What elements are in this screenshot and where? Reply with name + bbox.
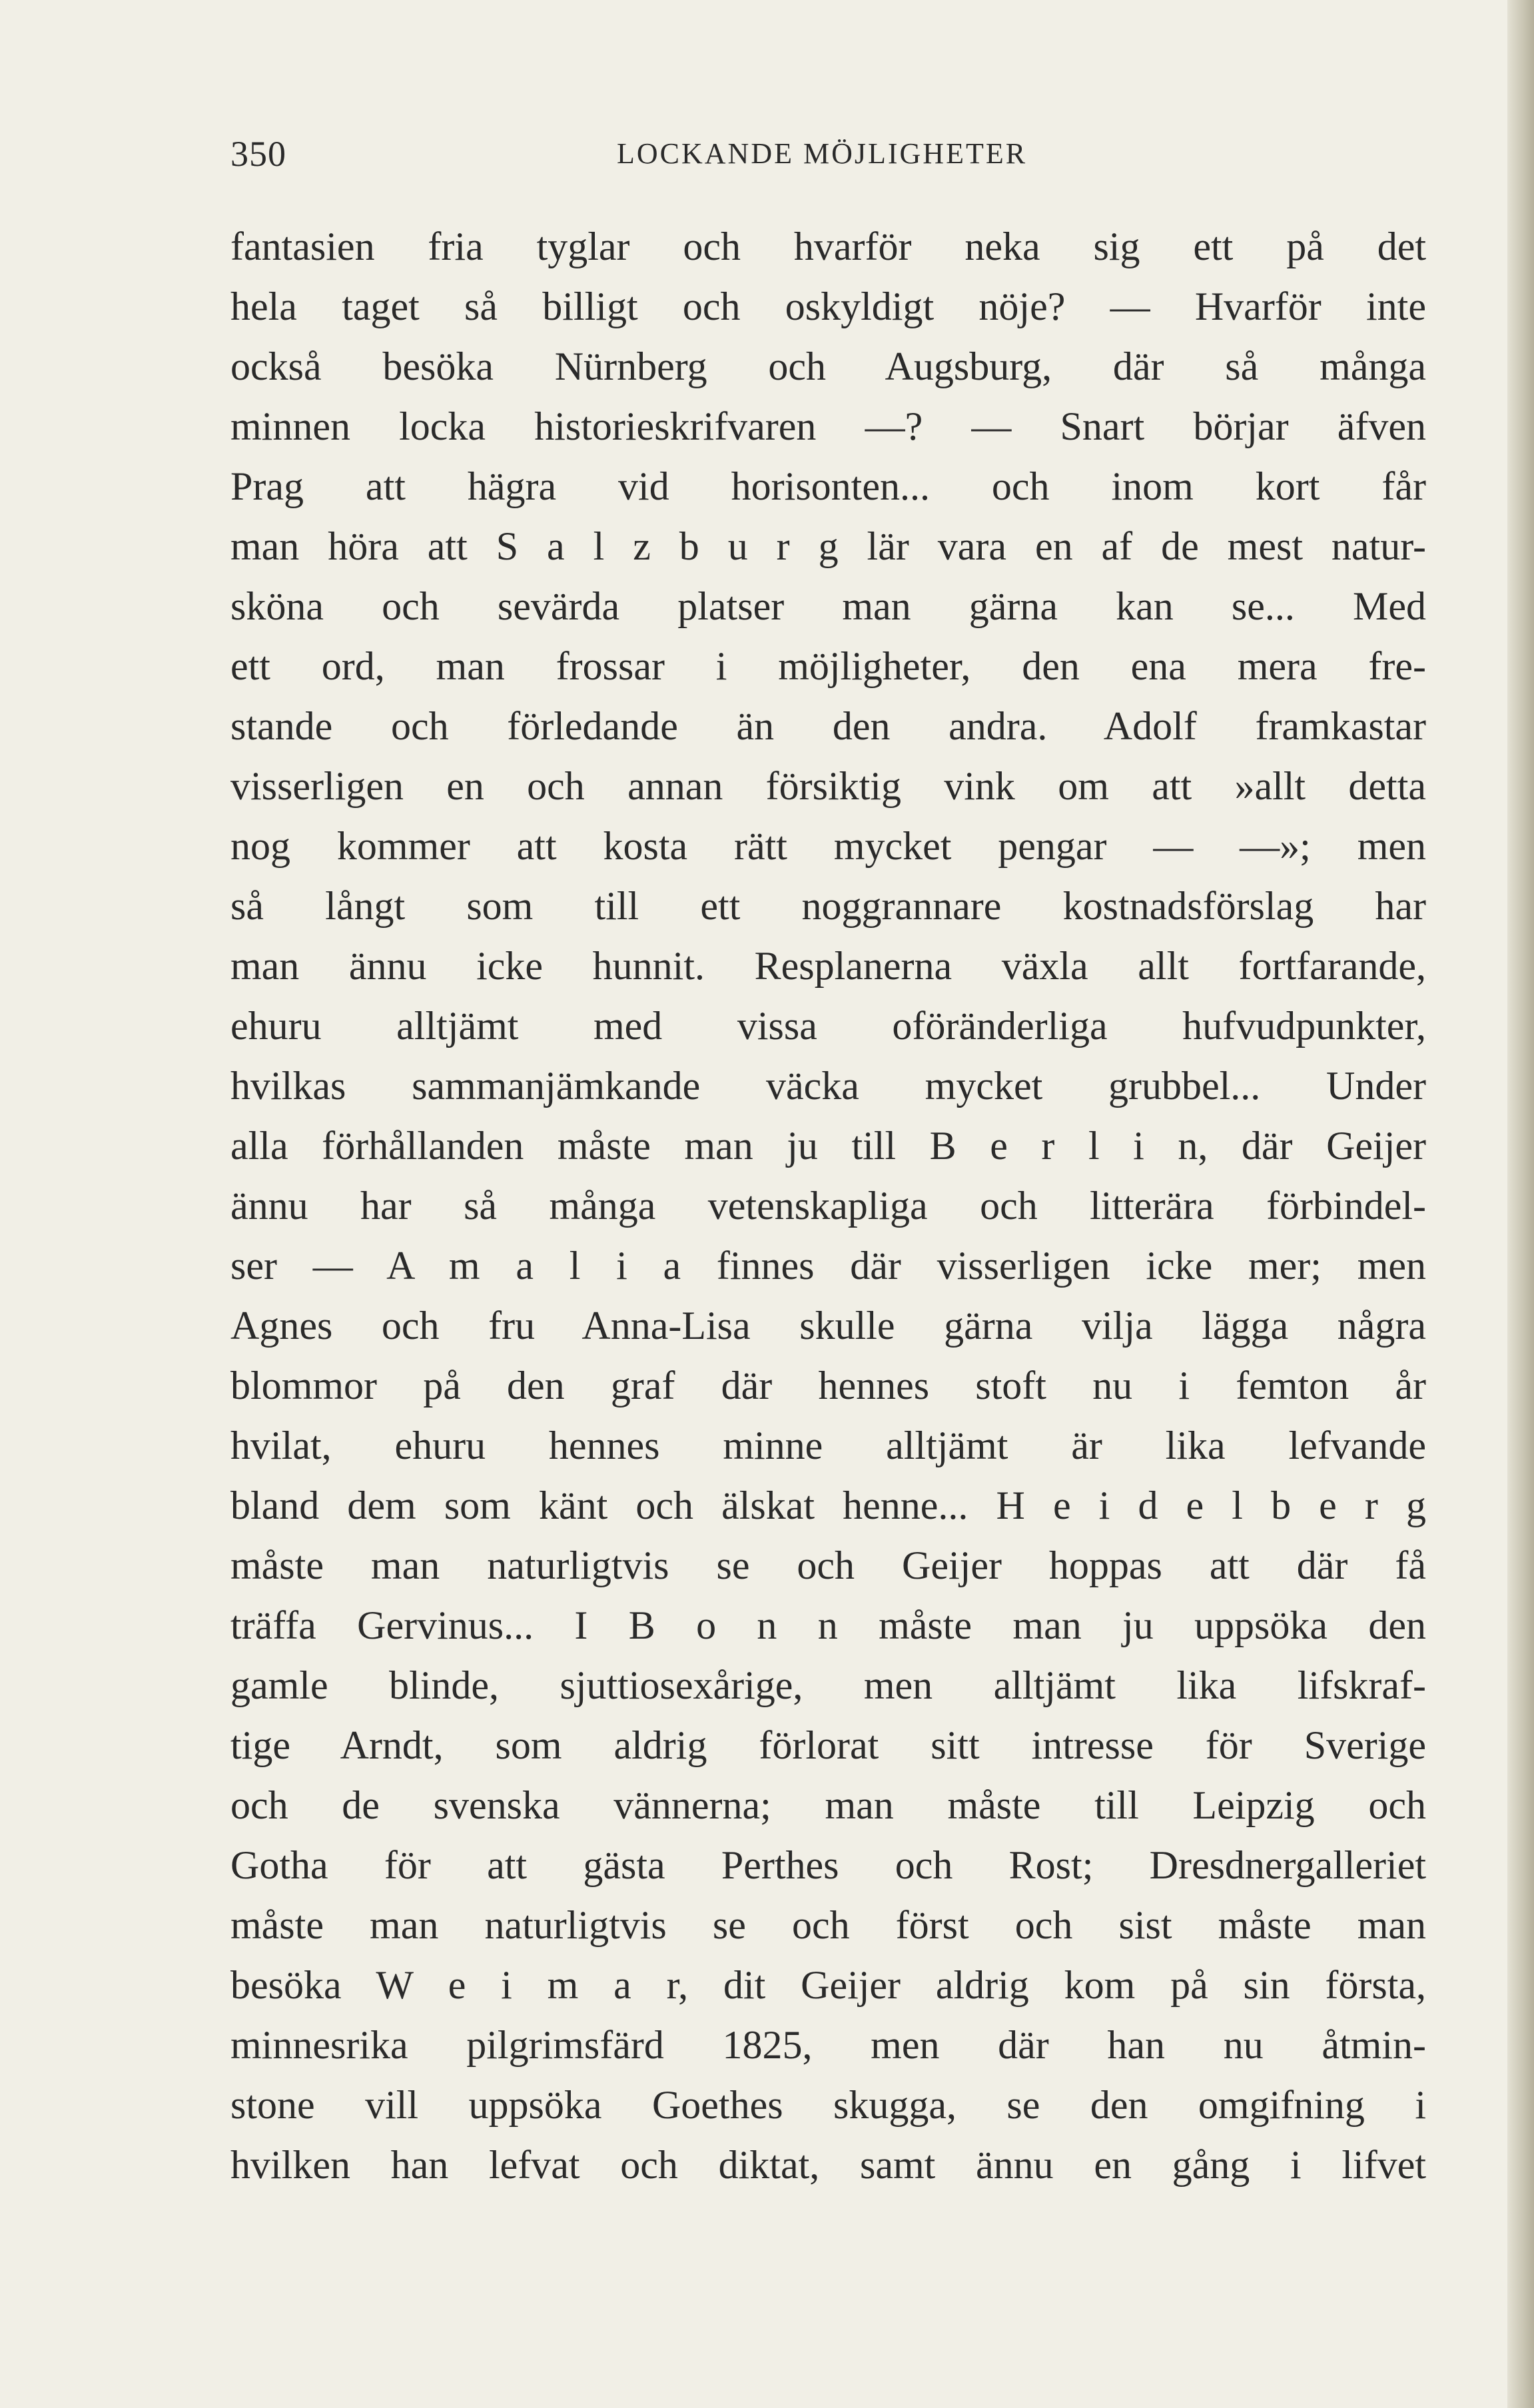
text-line: blommor på den graf där hennes stoft nu i femton år <box>230 1364 1426 1407</box>
text-line: ser — A m a l i a finnes där visserligen icke mer; men <box>230 1244 1426 1288</box>
text-line: och de svenska vännerna; man måste till Leipzig och <box>230 1783 1426 1827</box>
text-line: hvilat, ehuru hennes minne alltjämt är lika lefvande <box>230 1423 1426 1467</box>
text-line: man ännu icke hunnit. Resplanerna växla allt fortfarande, <box>230 944 1426 988</box>
text-line: måste man naturligtvis se och först och sist måste man <box>230 1903 1426 1947</box>
body-text <box>230 216 1426 2195</box>
text-line: gamle blinde, sjuttiosexårige, men alltjämt lika lifskraf- <box>230 1663 1426 1707</box>
text-line: stone vill uppsöka Goethes skugga, se den omgifning i <box>230 2083 1426 2127</box>
text-line: också besöka Nürnberg och Augsburg, där så många <box>230 344 1426 388</box>
text-line: bland dem som känt och älskat henne... H e i d e l b e r g <box>230 1483 1426 1527</box>
text-line: minnen locka historieskrifvaren —? — Snart börjar äfven <box>230 404 1426 448</box>
text-line: man höra att S a l z b u r g lär vara en af de mest natur- <box>230 524 1426 568</box>
text-line: ehuru alltjämt med vissa oföränderliga hufvudpunkter, <box>230 1004 1426 1048</box>
text-line: besöka W e i m a r, dit Geijer aldrig kom på sin första, <box>230 1963 1426 2007</box>
text-line: Agnes och fru Anna-Lisa skulle gärna vilja lägga några <box>230 1304 1426 1348</box>
page-header <box>230 131 1429 177</box>
text-line: fantasien fria tyglar och hvarför neka sig ett på det <box>230 224 1426 268</box>
text-line: Prag att hägra vid horisonten... och inom kort får <box>230 464 1426 508</box>
text-line: hvilken han lefvat och diktat, samt ännu en gång i lifvet <box>230 2143 1426 2187</box>
page-edge <box>1507 0 1534 2408</box>
text-line: stande och förledande än den andra. Adolf framkastar <box>230 704 1426 748</box>
text-line: Gotha för att gästa Perthes och Rost; Dresdnergalleriet <box>230 1843 1426 1887</box>
text-line: ännu har så många vetenskapliga och litterära förbindel- <box>230 1184 1426 1228</box>
page-number: 350 <box>230 134 286 174</box>
text-line: sköna och sevärda platser man gärna kan se... Med <box>230 584 1426 628</box>
running-title: LOCKANDE MÖJLIGHETER <box>617 137 1028 170</box>
text-line: så långt som till ett noggrannare kostnadsförslag har <box>230 884 1426 928</box>
text-line: minnesrika pilgrimsfärd 1825, men där han nu åtmin- <box>230 2023 1426 2067</box>
text-line: träffa Gervinus... I B o n n måste man ju uppsöka den <box>230 1603 1426 1647</box>
text-line: hela taget så billigt och oskyldigt nöje? — Hvarför inte <box>230 284 1426 328</box>
text-line: visserligen en och annan försiktig vink om att »allt detta <box>230 764 1426 808</box>
text-line: måste man naturligtvis se och Geijer hoppas att där få <box>230 1543 1426 1587</box>
text-line: ett ord, man frossar i möjligheter, den ena mera fre- <box>230 644 1426 688</box>
text-line: nog kommer att kosta rätt mycket pengar — —»; men <box>230 824 1426 868</box>
text-line: alla förhållanden måste man ju till B e r l i n, där Geijer <box>230 1124 1426 1168</box>
text-line: tige Arndt, som aldrig förlorat sitt intresse för Sverige <box>230 1723 1426 1767</box>
text-line: hvilkas sammanjämkande väcka mycket grubbel... Under <box>230 1064 1426 1108</box>
